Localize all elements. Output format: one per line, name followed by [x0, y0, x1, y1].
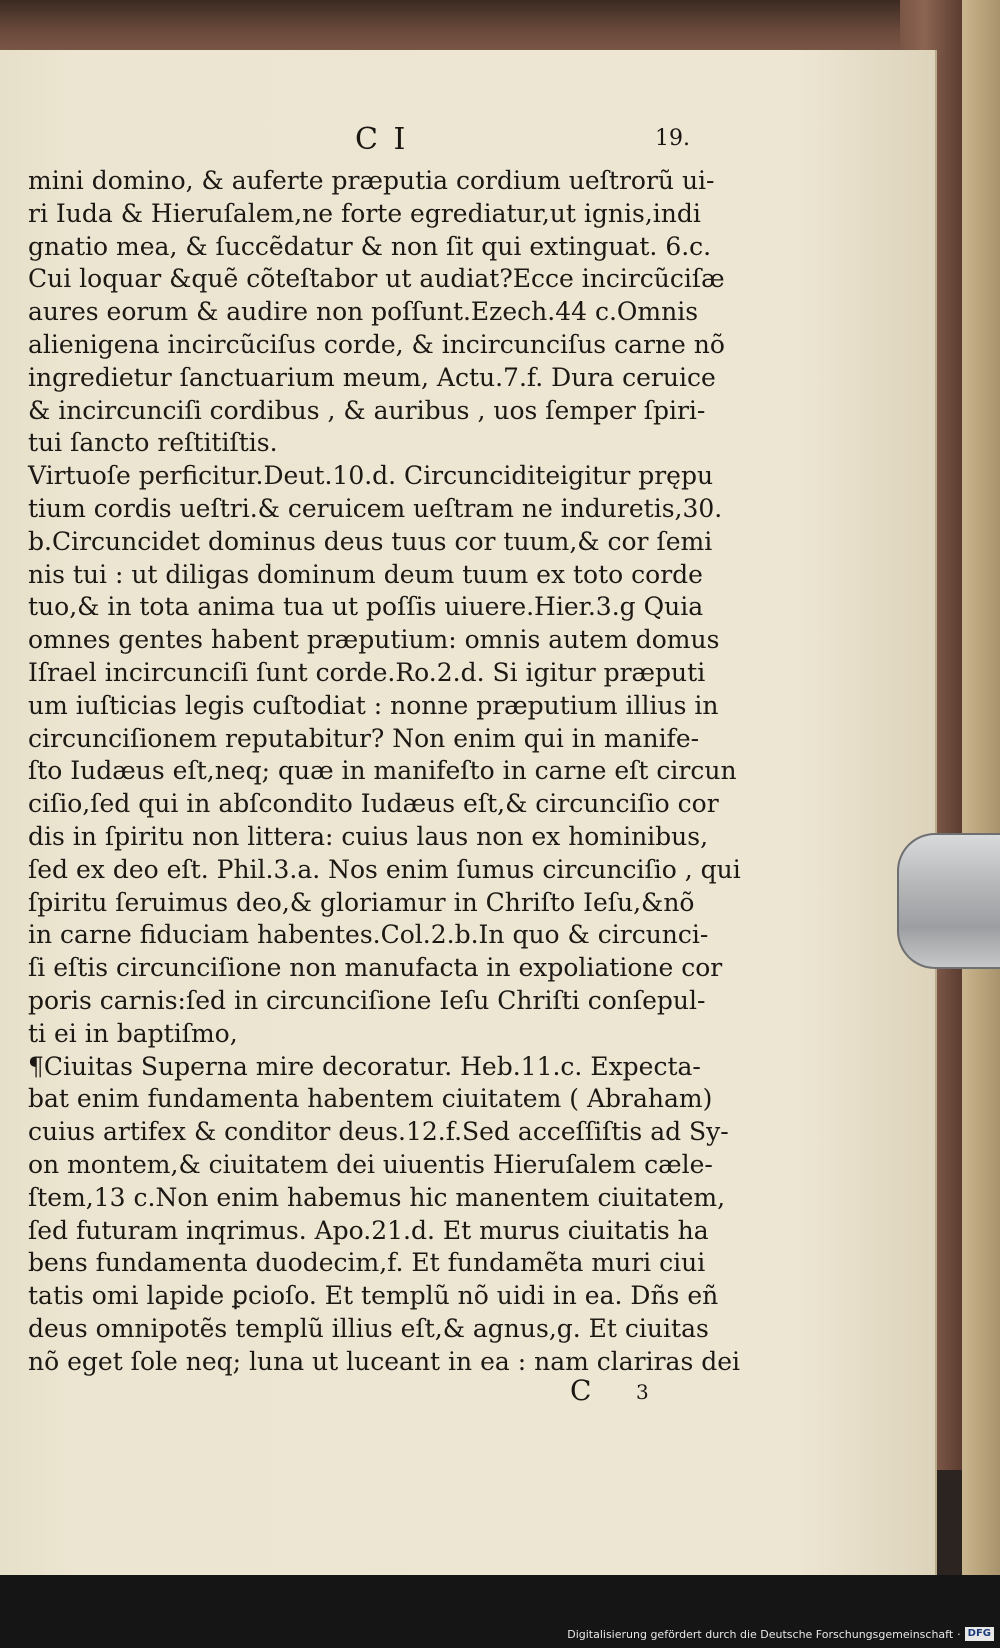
- text-line: um iuſticias legis cuſtodiat : nonne præputium illius in: [28, 690, 719, 720]
- text-line: gnatio mea, & ſuccẽdatur & non ſit qui extinguat. 6.c.: [28, 231, 712, 261]
- text-line: ſed futuram inqrimus. Apo.21.d. Et murus ciuitatis ha: [28, 1215, 709, 1245]
- text-line: alienigena incircũciſus corde, & incircunciſus carne nõ: [28, 329, 725, 359]
- text-line: omnes gentes habent præputium: omnis autem domus: [28, 625, 720, 655]
- text-line: cuius artifex & conditor deus.12.f.Sed acceſſiſtis ad Sy-: [28, 1117, 729, 1147]
- text-line: nis tui : ut diligas dominum deum tuum ex toto corde: [28, 559, 703, 589]
- book-spine-strip: [962, 0, 1000, 1620]
- text-line: mini domino, & auferte præputia cordium ueſtrorũ ui-: [28, 166, 715, 195]
- text-line: aures eorum & audire non poſſunt.Ezech.44 c.Omnis: [28, 297, 699, 327]
- text-line: ingredietur ſanctuarium meum, Actu.7.f. Dura ceruice: [28, 362, 716, 392]
- text-line: ſi eſtis circunciſione non manufacta in expoliatione cor: [28, 953, 723, 983]
- text-line: dis in ſpiritu non littera: cuius laus non ex hominibus,: [28, 821, 709, 851]
- text-line: Cui loquar &quẽ cõteſtabor ut audiat?Ecce incircũciſæ: [28, 264, 725, 294]
- page-text: [28, 165, 758, 1378]
- text-line: ciſio,ſed qui in abſcondito Iudæus eſt,& circunciſio cor: [28, 789, 719, 819]
- text-line: deus omnipotẽs templũ illius eſt,& agnus,g. Et ciuitas: [28, 1313, 709, 1343]
- text-line: ſpiritu ſeruimus deo,& gloriamur in Chriſto Ieſu,&nõ: [28, 887, 695, 917]
- metal-clasp: [897, 833, 1000, 969]
- text-line: bens fundamenta duodecim,f. Et fundamẽta muri ciui: [28, 1248, 706, 1278]
- text-line: in carne fiduciam habentes.Col.2.b.In quo & circunci-: [28, 920, 709, 950]
- funding-footer: Digitalisierung gefördert durch die Deutsche Forschungsgemeinschaft · DFG: [567, 1626, 994, 1642]
- text-line: tuo,& in tota anima tua ut poſſis uiuere.Hier.3.g Quia: [28, 592, 704, 622]
- text-line: ſto Iudæus eſt,neq; quæ in manifeſto in carne eſt circun: [28, 756, 737, 786]
- text-line: Virtuoſe perficitur.Deut.10.d. Circunciditeigitur prępu: [28, 461, 714, 491]
- text-line: tium cordis ueſtri.& ceruicem ueſtram ne induretis,30.: [28, 493, 723, 523]
- running-head: [335, 122, 725, 162]
- folio-number: 19.: [655, 126, 690, 151]
- funding-text: Digitalisierung gefördert durch die Deutsche Forschungsgemeinschaft: [567, 1627, 954, 1641]
- text-line: on montem,& ciuitatem dei uiuentis Hieruſalem cæle-: [28, 1149, 713, 1179]
- catchword-number: 3: [636, 1380, 649, 1404]
- catchword-signature: C: [570, 1374, 592, 1407]
- text-line: ti ei in baptiſmo,: [28, 1018, 238, 1048]
- catchword: [570, 1374, 670, 1410]
- text-line: Iſrael incircunciſi ſunt corde.Ro.2.d. Si igitur præputi: [28, 657, 706, 687]
- text-line: ri Iuda & Hieruſalem,ne forte egrediatur,ut ignis,indi: [28, 198, 701, 228]
- text-line: tatis omi lapide ꝑcioſo. Et templũ nõ uidi in ea. Dñs eñ: [28, 1281, 719, 1311]
- text-line: ſed ex deo eſt. Phil.3.a. Nos enim ſumus circunciſio , qui: [28, 854, 741, 884]
- text-line: poris carnis:ſed in circunciſione Ieſu Chriſti conſepul-: [28, 985, 706, 1015]
- text-line: ſtem,13 c.Non enim habemus hic manentem ciuitatem,: [28, 1182, 726, 1212]
- text-line: b.Circuncidet dominus deus tuus cor tuum,& cor ſemi: [28, 526, 713, 556]
- text-line: nõ eget ſole neq; luna ut luceant in ea : nam clariras dei: [28, 1346, 741, 1376]
- dfg-logo: DFG: [965, 1627, 994, 1641]
- text-line: tui ſancto reſtitiſtis.: [28, 428, 278, 458]
- book-top-edge: [0, 0, 960, 52]
- signature-mark: C I: [355, 122, 409, 157]
- text-line: circunciſionem reputabitur? Non enim qui in manife-: [28, 723, 700, 753]
- text-line: ¶Ciuitas Superna mire decoratur. Heb.11.c. Expecta-: [28, 1051, 701, 1081]
- text-line: & incircunciſi cordibus , & auribus , uos ſemper ſpiri-: [28, 395, 706, 425]
- text-line: bat enim fundamenta habentem ciuitatem ( Abraham): [28, 1084, 713, 1114]
